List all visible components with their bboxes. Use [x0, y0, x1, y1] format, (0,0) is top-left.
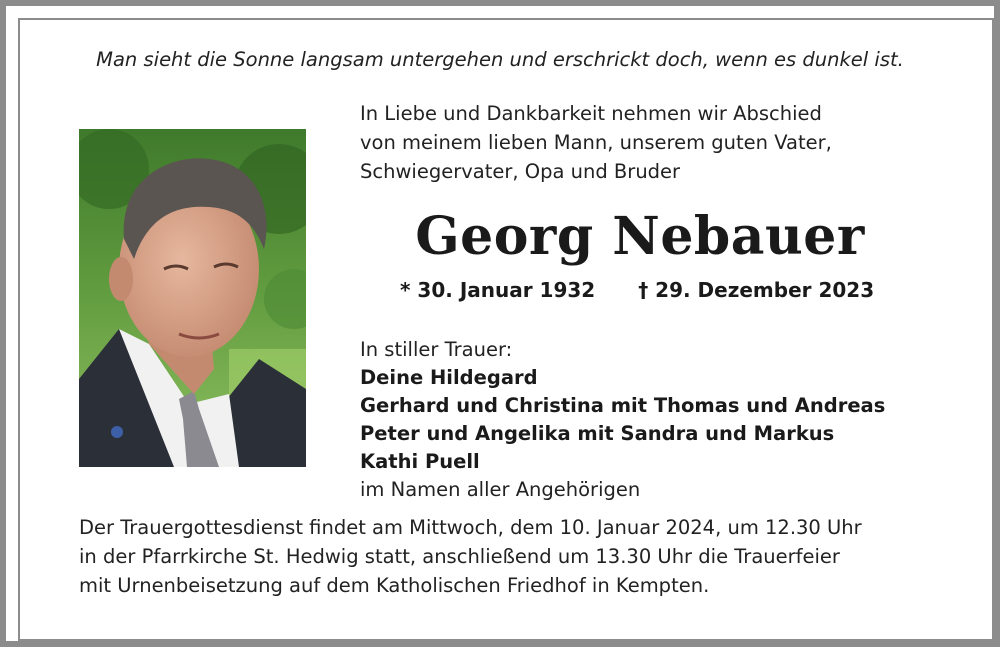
service-line: mit Urnenbeisetzung auf dem Katholischen Friedhof in Kempten. [79, 574, 710, 597]
life-dates [400, 278, 960, 302]
mourner-entry: Gerhard und Christina mit Thomas und Andreas [360, 394, 886, 417]
mourners-heading: In stiller Trauer: [360, 338, 513, 361]
mourners-footer: im Namen aller Angehörigen [360, 478, 641, 501]
service-line: Der Trauergottesdienst findet am Mittwoch, dem 10. Januar 2024, um 12.30 Uhr [79, 516, 862, 539]
intro-line: In Liebe und Dankbarkeit nehmen wir Abschied [360, 102, 822, 125]
portrait-photo [79, 129, 306, 467]
mourner-entry: Kathi Puell [360, 450, 480, 473]
birth-date: * 30. Januar 1932 [400, 278, 596, 302]
death-date: † 29. Dezember 2023 [638, 278, 875, 302]
motto-quote: Man sieht die Sonne langsam untergehen und erschrickt doch, wenn es dunkel ist. [96, 48, 904, 71]
intro-line: von meinem lieben Mann, unserem guten Vater, [360, 131, 832, 154]
intro-line: Schwiegervater, Opa und Bruder [360, 160, 681, 183]
service-line: in der Pfarrkirche St. Hedwig statt, anschließend um 13.30 Uhr die Trauerfeier [79, 545, 840, 568]
deceased-name: Georg Nebauer [415, 206, 865, 267]
mourners-section [360, 336, 960, 504]
mourner-entry: Peter und Angelika mit Sandra und Markus [360, 422, 835, 445]
intro-text [360, 99, 960, 186]
mourner-entry: Deine Hildegard [360, 366, 538, 389]
portrait-illustration [79, 129, 306, 467]
service-information [79, 513, 959, 600]
